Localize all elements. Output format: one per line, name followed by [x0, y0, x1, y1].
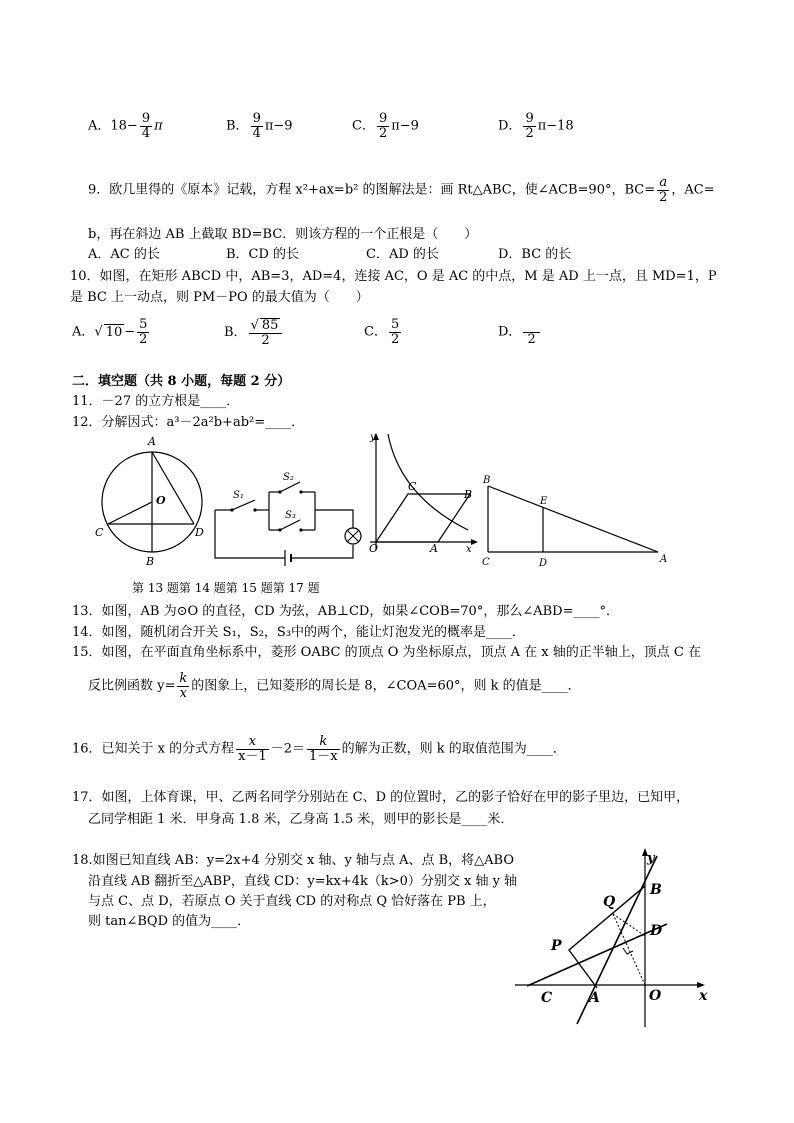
q8-option-b: B． $\frac{9}{4}$ π−9 — [226, 111, 293, 141]
q11: 11．－27 的立方根是____． — [72, 394, 240, 409]
label-s1: S₁ — [233, 490, 244, 501]
fig-13-circle — [90, 434, 220, 569]
label-a: A — [589, 990, 600, 1006]
q17-line2: 乙同学相距 1 米．甲身高 1.8 米，乙身高 1.5 米，则甲的影长是____米． — [88, 812, 514, 827]
label-d: D — [195, 526, 204, 539]
section-heading: 二．填空题（共 8 小题，每题 2 分） — [72, 374, 291, 389]
label-s3: S₃ — [285, 510, 296, 521]
fig-14-circuit — [205, 470, 370, 570]
label-a: A — [148, 435, 156, 448]
label-c: C — [95, 526, 104, 539]
label-x: x — [699, 988, 708, 1004]
q17-line1: 17．如图，上体育课，甲、乙两名同学分别站在 C、D 的位置时，乙的影子恰好在甲的影子里边，已知甲， — [72, 790, 690, 805]
q9-line2: b，再在斜边 AB 上截取 BD=BC．则该方程的一个正根是（ ） — [88, 227, 478, 242]
fig-15-rhombus — [366, 430, 481, 560]
label-y: y — [370, 432, 376, 443]
q14: 14．如图，随机闭合开关 S₁，S₂，S₃中的两个，能让灯泡发光的概率是____． — [72, 625, 526, 640]
q18-line3: 与点 C、点 D，若原点 O 关于直线 CD 的对称点 Q 恰好落在 PB 上， — [88, 894, 496, 909]
q16: 16．已知关于 x 的分式方程 $\frac{x}{x-1}$ －2＝ $\frac{k}{1-x}$ 的解为正数，则 k 的取值范围为____． — [72, 734, 566, 764]
q10-option-a: A．√ 10 − $\frac{5}{2}$ — [72, 317, 148, 347]
label-o: O — [649, 988, 662, 1004]
q15-line2: 反比例函数 y= $\frac{k}{x}$ 的图象上，已知菱形的周长是 8，∠COA=60°，则 k 的值是____． — [88, 671, 581, 701]
q10-option-c: C． $\frac{5}{2}$ — [364, 317, 400, 347]
label-e: E — [540, 496, 548, 507]
label-p: P — [551, 938, 562, 954]
q9-option-d: D．BC 的长 — [498, 247, 572, 262]
q10-line2: 是 BC 上一动点，则 PM－PO 的最大值为（ ） — [70, 290, 369, 305]
label-c: C — [482, 557, 490, 568]
label-q: Q — [603, 894, 616, 910]
label-y: y — [647, 851, 655, 866]
label-o: O — [369, 542, 379, 555]
q8-option-c: C． $\frac{9}{2}$ π−9 — [352, 111, 419, 141]
label-a: A — [430, 542, 438, 555]
q12: 12．分解因式：a³－2a²b+ab²=____． — [72, 415, 305, 430]
q18-line4: 则 tan∠BQD 的值为____． — [88, 914, 251, 929]
label-o: O — [156, 494, 166, 507]
label-a: A — [660, 554, 668, 565]
label-b: B — [650, 882, 662, 898]
q8-option-a: A．18− $\frac{9}{4}$ π — [88, 111, 163, 141]
label-b: B — [146, 555, 155, 568]
q10-line1: 10．如图，在矩形 ABCD 中，AB=3，AD=4，连接 AC，O 是 AC 的中点，M 是 AD 上一点，且 MD=1，P — [70, 269, 717, 284]
label-d: D — [539, 558, 548, 569]
q9-option-b: B．CD 的长 — [226, 247, 300, 262]
q10-option-d: D． 2 — [498, 318, 542, 346]
label-b: B — [483, 475, 491, 486]
label-x: x — [466, 544, 472, 555]
q8-option-d: D． $\frac{9}{2}$ π−18 — [498, 111, 574, 141]
label-s2: S₂ — [283, 472, 294, 483]
fig-18-coordinate — [505, 842, 730, 1032]
q9-line1: 9．欧几里得的《原本》记载，方程 x²+ax=b² 的图解法是：画 Rt△ABC，使∠ACB=90°，BC= $\frac{a}{2}$ ，AC= — [88, 175, 715, 205]
figure-caption: 第 13 题第 14 题第 15 题第 17 题 — [132, 581, 320, 595]
q10-option-b: B． $\frac{√ 85}{2}$ — [224, 318, 284, 347]
q15-line1: 15．如图，在平面直角坐标系中，菱形 OABC 的顶点 O 为坐标原点，顶点 A 在 x 轴的正半轴上，顶点 C 在 — [72, 645, 701, 660]
q9-option-c: C．AD 的长 — [366, 247, 439, 262]
q13: 13．如图，AB 为⊙O 的直径，CD 为弦，AB⊥CD，如果∠COB=70°，那么∠ABD=____°． — [72, 604, 619, 619]
q18-line2: 沿直线 AB 翻折至△ABP，直线 CD：y=kx+4k（k>0）分别交 x 轴 y 轴 — [88, 874, 518, 889]
label-c: C — [541, 990, 553, 1006]
fig-17-shadow — [478, 470, 678, 570]
label-d: D — [650, 923, 663, 939]
q18-line1: 18.如图已知直线 AB：y=2x+4 分别交 x 轴、y 轴与点 A、点 B，将△ABO — [72, 853, 515, 868]
q9-option-a: A．AC 的长 — [88, 247, 160, 262]
label-c: C — [408, 480, 417, 493]
label-b: B — [464, 488, 473, 501]
